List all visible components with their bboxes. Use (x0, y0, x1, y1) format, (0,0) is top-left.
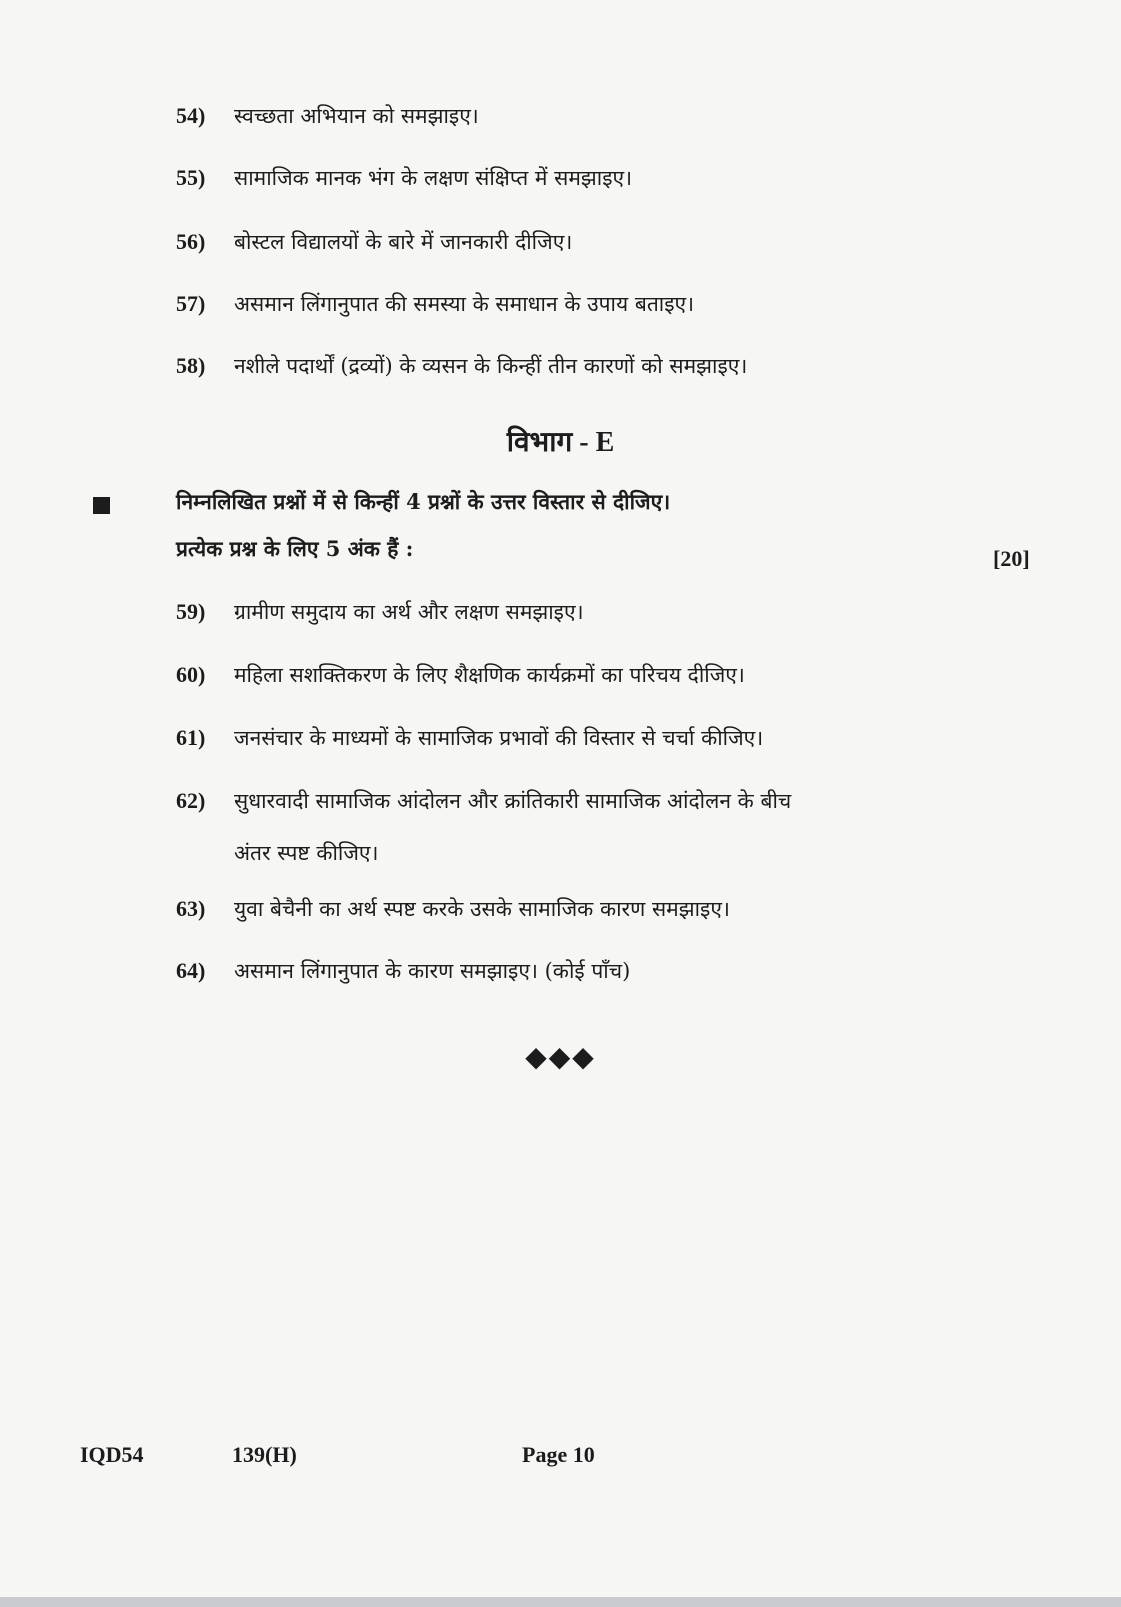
question-number: 56) (176, 229, 206, 254)
question-text: नशीले पदार्थों (द्रव्यों) के व्यसन के किन्हीं तीन कारणों को समझाइए। (234, 354, 748, 378)
question-56 (176, 216, 572, 268)
question-number: 64) (176, 958, 206, 983)
question-59 (176, 586, 584, 638)
scan-edge (0, 1597, 1121, 1607)
question-number: 57) (176, 291, 206, 316)
question-text: युवा बेचैनी का अर्थ स्पष्ट करके उसके सामाजिक कारण समझाइए। (234, 897, 730, 921)
question-text: सुधारवादी सामाजिक आंदोलन और क्रांतिकारी सामाजिक आंदोलन के बीच (234, 789, 792, 813)
question-number: 62) (176, 788, 206, 813)
question-60 (176, 649, 745, 701)
question-62 (176, 775, 791, 879)
question-number: 63) (176, 896, 206, 921)
question-text: ग्रामीण समुदाय का अर्थ और लक्षण समझाइए। (234, 600, 584, 624)
question-text: असमान लिंगानुपात के कारण समझाइए। (कोई पाँच) (234, 959, 631, 983)
question-text: जनसंचार के माध्यमों के सामाजिक प्रभावों की विस्तार से चर्चा कीजिए। (234, 726, 764, 750)
question-text: सामाजिक मानक भंग के लक्षण संक्षिप्त में समझाइए। (234, 166, 633, 190)
question-text: स्वच्छता अभियान को समझाइए। (234, 104, 479, 128)
section-heading-letter: E (595, 427, 615, 458)
section-marks: [20] (993, 546, 1030, 571)
question-number: 54) (176, 103, 206, 128)
question-54 (176, 90, 479, 142)
section-heading-separator: - (572, 427, 596, 458)
square-bullet-icon (93, 497, 110, 514)
question-64 (176, 945, 630, 997)
question-number: 61) (176, 725, 206, 750)
question-58 (176, 340, 747, 392)
section-heading (0, 422, 1121, 460)
question-text: बोस्टल विद्यालयों के बारे में जानकारी दीजिए। (234, 230, 573, 254)
section-heading-hindi: विभाग (506, 425, 573, 458)
question-61 (176, 712, 763, 764)
question-number: 59) (176, 599, 206, 624)
question-text: महिला सशक्तिकरण के लिए शैक्षणिक कार्यक्रमों का परिचय दीजिए। (234, 663, 745, 687)
section-instruction-line2: प्रत्येक प्रश्न के लिए 5 अंक हैं : (176, 536, 414, 561)
question-text-continued: अंतर स्पष्ट कीजिए। (234, 841, 379, 865)
question-number: 55) (176, 165, 206, 190)
section-instruction-line1: निम्नलिखित प्रश्नों में से किन्हीं 4 प्रश्नों के उत्तर विस्तार से दीजिए। (176, 489, 671, 514)
question-number: 60) (176, 662, 206, 687)
end-diamonds-icon: ◆◆◆ (525, 1040, 596, 1073)
question-55 (176, 152, 632, 204)
footer-code: IQD54 (80, 1442, 144, 1467)
question-63 (176, 883, 730, 935)
question-text: असमान लिंगानुपात की समस्या के समाधान के उपाय बताइए। (234, 292, 695, 316)
footer-page-number: Page 10 (522, 1442, 595, 1467)
footer-paper-code: 139(H) (232, 1442, 297, 1467)
question-number: 58) (176, 353, 206, 378)
question-57 (176, 278, 694, 330)
